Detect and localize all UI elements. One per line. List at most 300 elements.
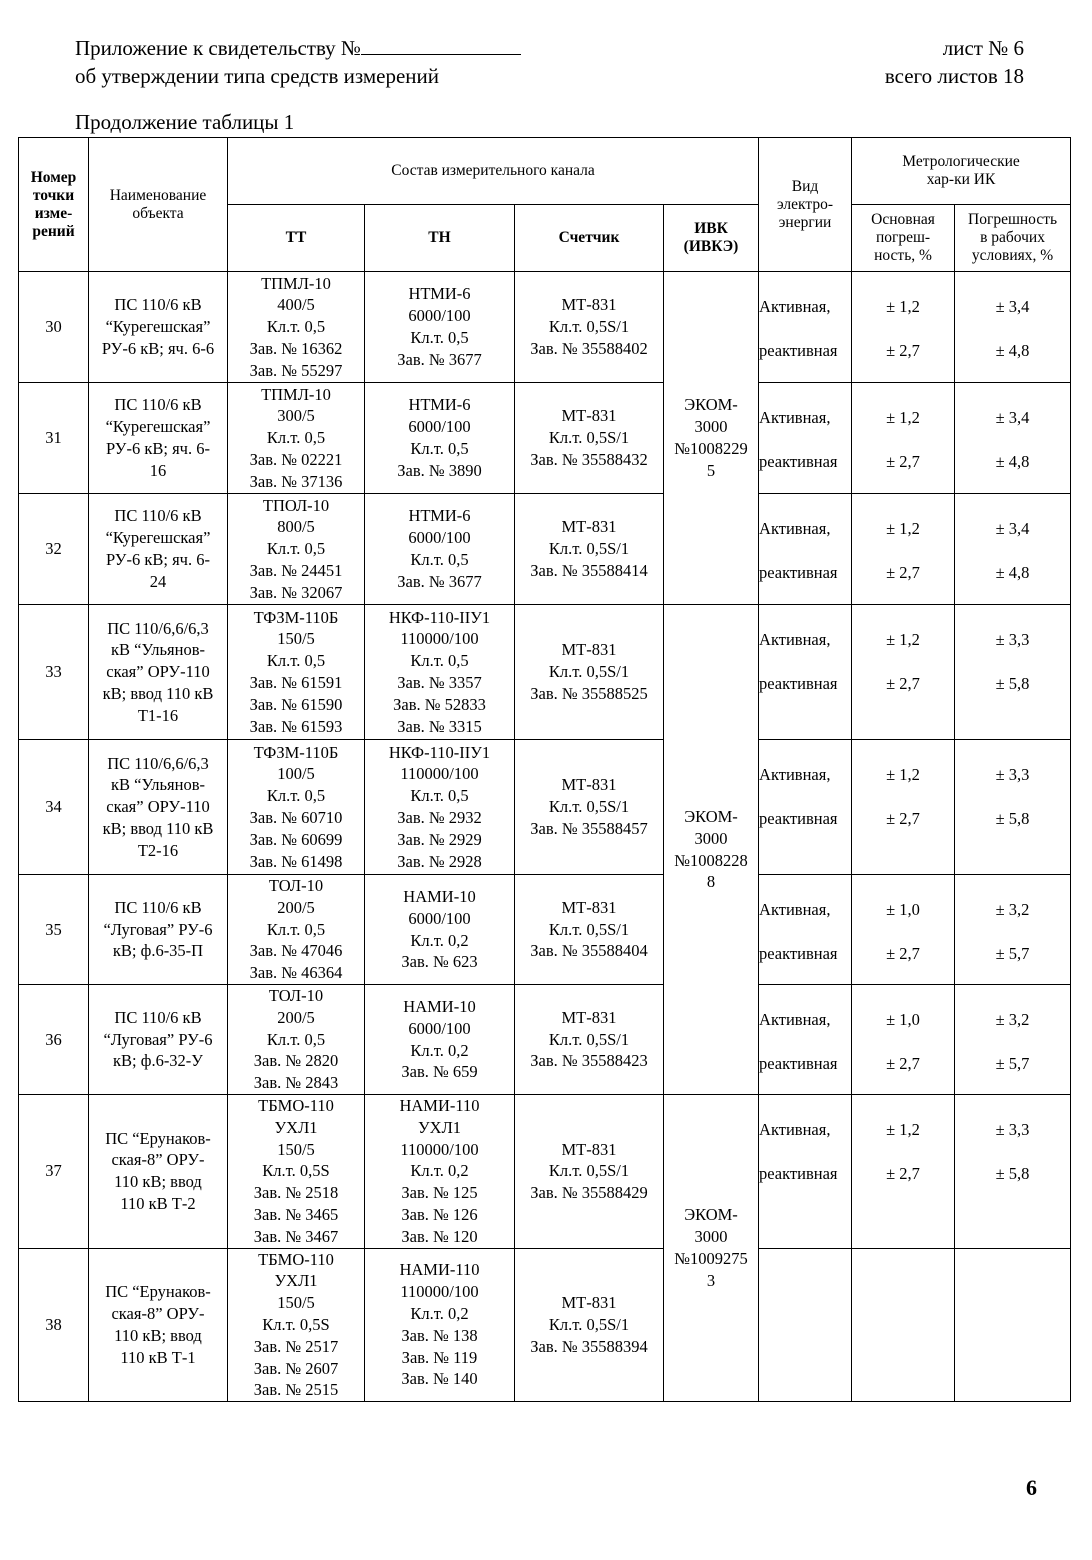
- basic-error-value: ± 2,7: [886, 1054, 920, 1073]
- tt-cell-line: 400/5: [277, 295, 315, 315]
- tn-cell-line: Зав. № 2929: [397, 829, 482, 849]
- meter-cell-line: Зав. № 35588404: [530, 941, 648, 961]
- header-line: Метрологические: [902, 153, 1020, 170]
- header-line: рений: [32, 222, 75, 240]
- ivk-line: 3000: [694, 1227, 728, 1247]
- object-name-line: РУ-6 кВ; яч. 6-6: [101, 338, 215, 358]
- energy-kind-line: реактивная: [759, 1054, 838, 1073]
- header-line: электро-: [777, 195, 833, 213]
- object-name-line: 110 кВ; ввод: [114, 1325, 202, 1345]
- tn-cell-line: Зав. № 623: [401, 952, 478, 972]
- energy-kind-line: реактивная: [759, 341, 838, 360]
- work-error-value: ± 5,7: [995, 1054, 1030, 1073]
- tt-cell-line: ТОЛ-10: [268, 876, 324, 895]
- basic-error-value: ± 2,7: [886, 341, 920, 360]
- object-name-line: ПС 110/6 кВ: [114, 897, 202, 917]
- point-number: 31: [19, 383, 89, 494]
- energy-kind-line: реактивная: [759, 563, 838, 582]
- energy-kind: [759, 985, 852, 1095]
- tt-cell-line: Зав. № 2843: [253, 1073, 339, 1093]
- tn-cell-line: Зав. № 3890: [397, 460, 482, 480]
- tt-cell-line: Зав. № 16362: [249, 338, 343, 358]
- tn-cell-line: Зав. № 3677: [397, 349, 482, 369]
- basic-error-value: ± 1,2: [886, 1120, 920, 1139]
- header-object-name: [89, 138, 228, 272]
- ivk-line: ЭКОМ-: [684, 806, 738, 826]
- tn-cell-line: Кл.т. 0,5: [410, 550, 469, 569]
- working-error: [955, 875, 1071, 985]
- meter-cell: [515, 985, 664, 1095]
- basic-error-value: ± 2,7: [886, 809, 920, 828]
- object-name-line: 110 кВ Т-1: [120, 1347, 196, 1367]
- energy-kind: [759, 875, 852, 985]
- meter-cell: [515, 1095, 664, 1249]
- table-caption: Продолжение таблицы 1: [75, 110, 295, 134]
- object-name-line: “Луговая” РУ-6: [103, 919, 213, 939]
- point-number: 34: [19, 740, 89, 875]
- tn-cell-line: НТМИ-6: [408, 284, 471, 304]
- tt-cell-line: ТБМО-110: [258, 1249, 334, 1269]
- tn-cell-line: Кл.т. 0,5: [410, 651, 469, 671]
- tn-cell: [365, 1248, 515, 1402]
- meter-cell-line: Кл.т. 0,5S/1: [548, 1314, 630, 1334]
- tn-cell-line: 6000/100: [408, 417, 471, 437]
- energy-kind-line: Активная,: [759, 297, 831, 316]
- tn-cell-line: Кл.т. 0,5: [410, 328, 469, 347]
- energy-kind-line: Активная,: [759, 765, 831, 784]
- tn-cell: [365, 740, 515, 875]
- header-line: условиях, %: [971, 247, 1054, 264]
- point-number: 35: [19, 875, 89, 985]
- tt-cell-line: ТФЗМ-110Б: [253, 742, 339, 762]
- meter-cell-line: МТ-831: [561, 1139, 617, 1159]
- energy-kind: [759, 605, 852, 740]
- tn-cell-line: Зав. № 120: [401, 1226, 478, 1246]
- tt-cell-line: Зав. № 60710: [249, 808, 343, 827]
- object-name-line: ПС 110/6 кВ: [114, 1007, 202, 1027]
- object-name-line: РУ-6 кВ; яч. 6-: [106, 439, 210, 458]
- header-meter: Счетчик: [515, 205, 664, 272]
- meter-cell-line: Зав. № 35588414: [530, 560, 648, 580]
- tt-cell-line: ТБМО-110: [258, 1096, 334, 1115]
- point-number: 38: [19, 1248, 89, 1402]
- tn-cell: [365, 1095, 515, 1249]
- work-error-value: ± 3,3: [995, 1120, 1030, 1139]
- energy-kind-line: Активная,: [759, 900, 831, 919]
- tt-cell-line: Зав. № 3467: [253, 1226, 339, 1246]
- tn-cell-line: Кл.т. 0,5: [410, 439, 469, 458]
- work-error-value: ± 5,8: [995, 1164, 1030, 1183]
- tt-cell-line: Зав. № 61593: [249, 716, 343, 736]
- object-name: [89, 875, 228, 985]
- table-row: [19, 740, 1071, 875]
- tn-cell-line: НАМИ-10: [403, 996, 476, 1016]
- meter-cell-line: Кл.т. 0,5S/1: [548, 1029, 630, 1049]
- header-line-1: Приложение к свидетельству №: [75, 34, 521, 62]
- tt-cell-line: 100/5: [277, 764, 315, 784]
- sheet-info: [885, 34, 1024, 90]
- energy-kind-line: Активная,: [759, 1010, 831, 1029]
- header-line: погреш-: [875, 229, 931, 246]
- meter-cell: [515, 740, 664, 875]
- object-name-line: Т1-16: [137, 705, 179, 725]
- tn-cell-line: Кл.т. 0,2: [410, 1304, 469, 1324]
- tt-cell-line: ТПМЛ-10: [261, 273, 331, 293]
- energy-kind: [759, 383, 852, 494]
- tn-cell: [365, 985, 515, 1095]
- energy-kind-line: реактивная: [759, 452, 838, 471]
- basic-error: [852, 1095, 955, 1249]
- energy-kind: [759, 272, 852, 383]
- tt-cell-line: Кл.т. 0,5: [266, 786, 326, 806]
- meter-cell-line: МТ-831: [561, 406, 617, 426]
- working-error: [955, 1095, 1071, 1249]
- work-error-value: ± 3,4: [995, 297, 1030, 316]
- ivk-line: ЭКОМ-: [684, 395, 738, 415]
- energy-kind-line: реактивная: [759, 1164, 838, 1183]
- ivk-line: №1008229: [674, 439, 748, 458]
- object-name: [89, 272, 228, 383]
- tn-cell-line: НАМИ-110: [399, 1260, 480, 1280]
- working-error: [955, 494, 1071, 605]
- tt-cell-line: ТПОЛ-10: [262, 495, 330, 515]
- header-line: точки: [32, 186, 75, 204]
- meter-cell-line: Зав. № 35588432: [530, 449, 648, 469]
- tn-cell-line: Кл.т. 0,2: [410, 1040, 469, 1060]
- ivk-line: №1008228: [674, 850, 748, 870]
- object-name: [89, 1095, 228, 1249]
- point-number: 37: [19, 1095, 89, 1249]
- page-number: 6: [1026, 1475, 1037, 1500]
- header-line: Наименование: [109, 186, 207, 204]
- tn-cell-line: Зав. № 140: [401, 1369, 478, 1389]
- basic-error: [852, 605, 955, 740]
- tt-cell: [228, 1248, 365, 1402]
- meter-cell: [515, 605, 664, 740]
- sheet-total: всего листов 18: [884, 64, 1024, 88]
- header-line: изме-: [34, 204, 73, 222]
- meter-cell-line: МТ-831: [561, 517, 617, 537]
- tt-cell-line: Кл.т. 0,5: [266, 428, 326, 448]
- meter-cell-line: Зав. № 35588525: [530, 683, 648, 703]
- tn-cell-line: Зав. № 119: [401, 1347, 478, 1367]
- tt-cell-line: Кл.т. 0,5S: [262, 1161, 330, 1181]
- tt-cell-line: Кл.т. 0,5: [266, 317, 326, 337]
- point-number: 33: [19, 605, 89, 740]
- energy-kind: [759, 1095, 852, 1249]
- header-line: в рабочих: [980, 229, 1045, 246]
- header-number: [19, 138, 89, 272]
- meter-cell-line: Кл.т. 0,5S/1: [548, 539, 630, 559]
- sheet-number: лист № 6: [942, 36, 1024, 60]
- header-line-2: об утверждении типа средств измерений: [75, 64, 440, 88]
- object-name-line: ПС “Ерунаков-: [105, 1128, 211, 1148]
- work-error-value: ± 4,8: [995, 341, 1030, 360]
- working-error: [955, 383, 1071, 494]
- table-row: [19, 383, 1071, 494]
- tt-cell-line: Зав. № 2607: [253, 1358, 339, 1378]
- work-error-value: ± 4,8: [995, 452, 1030, 471]
- object-name-line: ская-8” ОРУ-: [111, 1304, 205, 1324]
- tt-cell-line: 300/5: [277, 406, 315, 426]
- basic-error: [852, 383, 955, 494]
- object-name-line: 110 кВ Т-2: [120, 1194, 196, 1214]
- meter-cell-line: Кл.т. 0,5S/1: [548, 662, 630, 682]
- tn-cell-line: Зав. № 126: [401, 1204, 478, 1224]
- tn-cell: [365, 494, 515, 605]
- meter-cell: [515, 875, 664, 985]
- energy-kind-line: Активная,: [759, 519, 831, 538]
- meter-cell: [515, 1248, 664, 1402]
- energy-kind: [759, 740, 852, 875]
- tt-cell-line: Зав. № 2518: [253, 1183, 339, 1203]
- tn-cell-line: НТМИ-6: [408, 395, 471, 415]
- tn-cell-line: Зав. № 2928: [397, 851, 482, 871]
- point-number: 30: [19, 272, 89, 383]
- object-name-line: ПС 110/6 кВ: [114, 506, 202, 526]
- header-tn: ТН: [365, 205, 515, 272]
- work-error-value: ± 5,7: [995, 944, 1030, 963]
- object-name: [89, 985, 228, 1095]
- basic-error: [852, 1248, 955, 1402]
- meter-cell-line: Кл.т. 0,5S/1: [548, 317, 630, 337]
- tn-cell-line: УХЛ1: [417, 1117, 462, 1137]
- tn-cell: [365, 383, 515, 494]
- table-row: [19, 494, 1071, 605]
- ivk-line: 3: [706, 1270, 716, 1290]
- tt-cell-line: ТОЛ-10: [268, 986, 324, 1005]
- tt-cell-line: Зав. № 2820: [253, 1051, 339, 1071]
- document-header: [75, 34, 521, 90]
- tn-cell-line: НКФ-110-IIУ1: [388, 742, 491, 762]
- tn-cell-line: НАМИ-10: [403, 886, 476, 906]
- header-basic-error: [852, 205, 955, 272]
- meter-cell-line: Зав. № 35588402: [530, 338, 648, 358]
- object-name-line: “Луговая” РУ-6: [103, 1029, 213, 1049]
- basic-error-value: ± 2,7: [886, 563, 920, 582]
- tn-cell-line: Зав. № 3677: [397, 571, 482, 591]
- header-energy-kind: [759, 138, 852, 272]
- object-name-line: ская” ОРУ-110: [106, 797, 210, 817]
- header-line: Номер: [30, 168, 77, 186]
- basic-error-value: ± 1,0: [886, 900, 920, 919]
- work-error-value: ± 5,8: [995, 674, 1030, 693]
- basic-error: [852, 272, 955, 383]
- ivk-line: ЭКОМ-: [684, 1205, 738, 1225]
- meter-cell-line: МТ-831: [561, 640, 617, 660]
- measurement-channels-table: [18, 137, 1071, 1402]
- ivk-line: 8: [706, 872, 716, 892]
- work-error-value: ± 3,2: [995, 900, 1030, 919]
- working-error: [955, 272, 1071, 383]
- basic-error: [852, 494, 955, 605]
- header-line: объекта: [132, 204, 184, 222]
- meter-cell-line: МТ-831: [561, 1293, 617, 1313]
- meter-cell-line: МТ-831: [561, 897, 617, 917]
- object-name-line: “Курегешская”: [105, 317, 211, 337]
- tt-cell-line: Зав. № 61591: [249, 673, 343, 692]
- meter-cell-line: Кл.т. 0,5S/1: [548, 1161, 630, 1181]
- meter-cell-line: Зав. № 35588429: [530, 1183, 648, 1203]
- tt-cell-line: Зав. № 60699: [249, 829, 343, 849]
- basic-error: [852, 875, 955, 985]
- work-error-value: ± 3,3: [995, 630, 1030, 649]
- work-error-value: ± 5,8: [995, 809, 1030, 828]
- tt-cell-line: Зав. № 61590: [249, 694, 343, 714]
- ivk-cell: [664, 605, 759, 1095]
- basic-error-value: ± 2,7: [886, 1164, 920, 1183]
- meter-cell-line: МТ-831: [561, 1007, 617, 1027]
- header-line: хар-ки ИК: [926, 171, 996, 188]
- energy-kind-line: реактивная: [759, 809, 838, 828]
- object-name-line: кВ; ввод 110 кВ: [102, 818, 214, 838]
- work-error-value: ± 3,4: [995, 408, 1030, 427]
- basic-error: [852, 740, 955, 875]
- meter-cell: [515, 272, 664, 383]
- meter-cell-line: Зав. № 35588394: [530, 1336, 648, 1356]
- tt-cell-line: Зав. № 02221: [249, 449, 343, 469]
- tn-cell-line: 6000/100: [408, 306, 471, 326]
- energy-kind-line: реактивная: [759, 674, 838, 693]
- table-row: [19, 272, 1071, 383]
- object-name-line: “Курегешская”: [105, 528, 211, 548]
- tt-cell-line: Зав. № 46364: [249, 963, 343, 983]
- tt-cell-line: ТФЗМ-110Б: [253, 607, 339, 627]
- working-error: [955, 985, 1071, 1095]
- tt-cell-line: 150/5: [277, 1293, 315, 1313]
- tn-cell-line: 110000/100: [400, 1139, 479, 1159]
- certificate-number-blank: [361, 36, 521, 55]
- tt-cell-line: Зав. № 32067: [249, 582, 343, 602]
- ivk-line: 3000: [694, 828, 728, 848]
- basic-error-value: ± 1,2: [886, 297, 920, 316]
- object-name-line: 24: [149, 571, 167, 591]
- header-tt: ТТ: [228, 205, 365, 272]
- table-row: [19, 1095, 1071, 1249]
- tt-cell-line: Зав. № 55297: [249, 360, 343, 380]
- work-error-value: ± 3,2: [995, 1010, 1030, 1029]
- energy-kind-line: реактивная: [759, 944, 838, 963]
- object-name-line: кВ; ф.6-35-П: [112, 941, 204, 961]
- tt-cell-line: Кл.т. 0,5S: [262, 1314, 330, 1334]
- tn-cell-line: 110000/100: [400, 1282, 479, 1302]
- table-row: [19, 875, 1071, 985]
- object-name-line: кВ “Ульянов-: [110, 640, 205, 660]
- object-name-line: ПС 110/6,6/6,3: [107, 618, 209, 638]
- tt-cell-line: Зав. № 61498: [249, 851, 343, 871]
- basic-error-value: ± 1,0: [886, 1010, 920, 1029]
- ivk-cell: [664, 272, 759, 605]
- header-metrology: [852, 138, 1071, 205]
- meter-cell-line: Кл.т. 0,5S/1: [548, 428, 630, 448]
- working-error: [955, 605, 1071, 740]
- meter-cell-line: Зав. № 35588457: [530, 818, 648, 838]
- energy-kind-line: Активная,: [759, 408, 831, 427]
- basic-error: [852, 985, 955, 1095]
- working-error: [955, 1248, 1071, 1402]
- tn-cell: [365, 272, 515, 383]
- tt-cell-line: УХЛ1: [274, 1271, 318, 1291]
- tn-cell-line: НАМИ-110: [399, 1096, 480, 1115]
- object-name-line: “Курегешская”: [105, 417, 211, 437]
- tt-cell-line: 150/5: [277, 1139, 315, 1159]
- tt-cell-line: 200/5: [277, 1007, 315, 1027]
- object-name-line: 16: [149, 460, 167, 480]
- energy-kind: [759, 1248, 852, 1402]
- tn-cell-line: НКФ-110-IIУ1: [388, 607, 491, 627]
- object-name-line: 110 кВ; ввод: [114, 1172, 202, 1192]
- tn-cell-line: Кл.т. 0,2: [410, 1161, 469, 1181]
- tn-cell: [365, 605, 515, 740]
- header-line: Вид: [791, 177, 819, 195]
- energy-kind: [759, 494, 852, 605]
- tn-cell-line: 110000/100: [400, 629, 479, 649]
- header-line: ность, %: [874, 247, 932, 264]
- tt-cell-line: УХЛ1: [274, 1117, 318, 1137]
- tt-cell: [228, 272, 365, 383]
- object-name: [89, 740, 228, 875]
- basic-error-value: ± 1,2: [886, 408, 920, 427]
- tn-cell-line: Зав. № 138: [401, 1325, 478, 1345]
- tn-cell-line: Зав. № 52833: [393, 694, 486, 714]
- tn-cell-line: 6000/100: [408, 528, 471, 548]
- point-number: 36: [19, 985, 89, 1095]
- object-name: [89, 1248, 228, 1402]
- table-row: [19, 1248, 1071, 1402]
- object-name-line: Т2-16: [137, 840, 179, 860]
- tn-cell-line: Кл.т. 0,2: [410, 930, 469, 950]
- tn-cell: [365, 875, 515, 985]
- object-name-line: ская” ОРУ-110: [106, 662, 210, 682]
- object-name: [89, 383, 228, 494]
- object-name: [89, 494, 228, 605]
- tn-cell-line: Зав. № 3315: [397, 716, 482, 736]
- tn-cell-line: Зав. № 2932: [397, 808, 482, 827]
- meter-cell-line: Кл.т. 0,5S/1: [548, 797, 630, 817]
- energy-kind-line: Активная,: [759, 1120, 831, 1139]
- energy-kind-line: Активная,: [759, 630, 831, 649]
- table-body: [19, 272, 1071, 1402]
- header-ivk: [664, 205, 759, 272]
- tt-cell-line: Зав. № 2517: [253, 1336, 339, 1356]
- object-name-line: ская-8” ОРУ-: [111, 1150, 205, 1170]
- point-number: 32: [19, 494, 89, 605]
- tn-cell-line: НТМИ-6: [408, 506, 471, 526]
- tt-cell: [228, 1095, 365, 1249]
- tt-cell-line: Кл.т. 0,5: [266, 539, 326, 559]
- basic-error-value: ± 2,7: [886, 944, 920, 963]
- tt-cell-line: ТПМЛ-10: [261, 384, 331, 404]
- basic-error-value: ± 1,2: [886, 630, 920, 649]
- tt-cell-line: Зав. № 37136: [249, 471, 343, 491]
- ivk-line: 5: [706, 460, 716, 480]
- object-name-line: кВ “Ульянов-: [110, 775, 205, 795]
- tt-cell: [228, 985, 365, 1095]
- header-line: ИВК: [694, 220, 728, 237]
- header-line: (ИВКЭ): [683, 238, 739, 255]
- meter-cell-line: Зав. № 35588423: [530, 1051, 648, 1071]
- tn-cell-line: Зав. № 3357: [397, 673, 482, 692]
- object-name-line: ПС “Ерунаков-: [105, 1282, 211, 1302]
- tt-cell: [228, 605, 365, 740]
- tt-cell-line: 200/5: [277, 897, 315, 917]
- tt-cell-line: Кл.т. 0,5: [266, 919, 326, 939]
- table-row: [19, 985, 1071, 1095]
- tn-cell-line: Зав. № 659: [401, 1062, 478, 1082]
- object-name-line: ПС 110/6 кВ: [114, 295, 202, 315]
- tt-cell: [228, 383, 365, 494]
- tt-cell-line: Зав. № 47046: [249, 941, 343, 961]
